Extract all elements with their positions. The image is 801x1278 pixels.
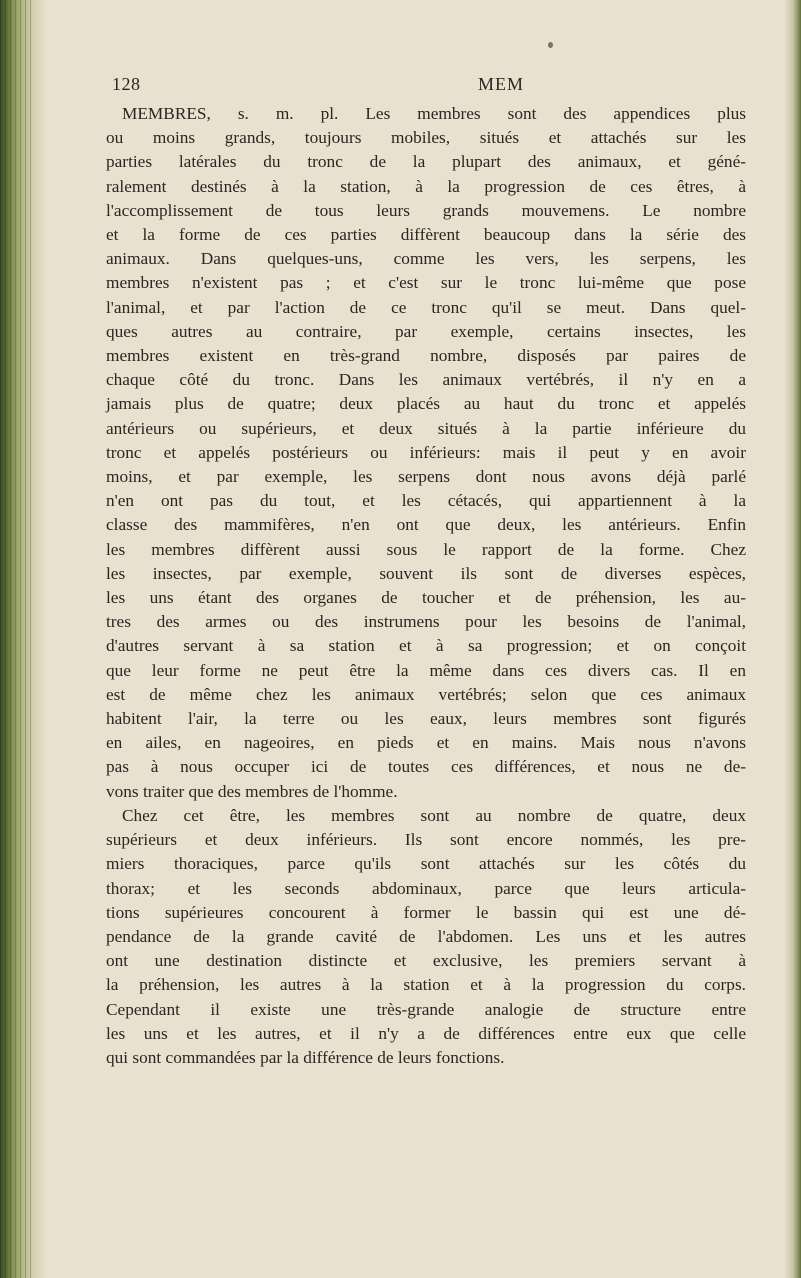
text-line: miers thoraciques, parce qu'ils sont attachés sur les côtés du xyxy=(106,854,746,874)
text-line: animaux. Dans quelques-uns, comme les vers, les serpens, les xyxy=(106,249,746,269)
text-line: les uns étant des organes de toucher et de préhension, les au- xyxy=(106,588,746,608)
text-line: habitent l'air, la terre ou les eaux, leurs membres sont figurés xyxy=(106,709,746,729)
text-line: l'animal, et par l'action de ce tronc qu'il se meut. Dans quel- xyxy=(106,297,746,317)
page-content xyxy=(106,68,746,1070)
text-line: ralement destinés à la station, à la progression de ces êtres, à xyxy=(106,176,746,196)
text-line: d'autres servant à sa station et à sa progression; et on conçoit xyxy=(106,636,746,656)
page-header xyxy=(106,68,746,102)
text-line: n'en ont pas du tout, et les cétacés, qui appartiennent à la xyxy=(106,491,746,511)
text-line: jamais plus de quatre; deux placés au haut du tronc et appelés xyxy=(106,394,746,414)
text-line: ques autres au contraire, par exemple, certains insectes, les xyxy=(106,321,746,341)
text-line: l'accomplissement de tous leurs grands mouvemens. Le nombre xyxy=(106,200,746,220)
text-line: la préhension, les autres à la station et à la progression du corps. xyxy=(106,975,746,995)
page-number: 128 xyxy=(112,74,141,94)
text-line: antérieurs ou supérieurs, et deux situés à la partie inférieure du xyxy=(106,418,746,438)
text-line: et la forme de ces parties diffèrent beaucoup dans la série des xyxy=(106,225,746,245)
text-line: est de même chez les animaux vertébrés; selon que ces animaux xyxy=(106,684,746,704)
text-line: vons traiter que des membres de l'homme. xyxy=(106,781,398,801)
page-edge xyxy=(785,0,801,1278)
running-head: MEM xyxy=(478,74,525,94)
text-line: Cependant il existe une très-grande analogie de structure entre xyxy=(106,999,746,1019)
ink-spot xyxy=(548,42,553,48)
text-line: MEMBRES, s. m. pl. Les membres sont des appendices plus xyxy=(122,104,746,123)
text-line: ou moins grands, toujours mobiles, situés et attachés sur les xyxy=(106,128,746,148)
paragraph-2 xyxy=(106,804,746,1070)
text-line: classe des mammifères, n'en ont que deux, les antérieurs. Enfin xyxy=(106,515,746,535)
text-line: les uns et les autres, et il n'y a de différences entre eux que celle xyxy=(106,1023,746,1043)
text-line: qui sont commandées par la différence de leurs fonctions. xyxy=(106,1047,505,1067)
text-line: tions supérieures concourent à former le bassin qui est une dé- xyxy=(106,902,746,922)
text-line: pendance de la grande cavité de l'abdomen. Les uns et les autres xyxy=(106,926,746,946)
text-line: parties latérales du tronc de la plupart des animaux, et géné- xyxy=(106,152,746,172)
text-line: tronc et appelés postérieurs ou inférieurs: mais il peut y en avoir xyxy=(106,442,746,462)
text-line: les membres diffèrent aussi sous le rapport de la forme. Chez xyxy=(106,539,746,559)
paragraph-1 xyxy=(106,102,746,804)
binding-texture xyxy=(0,0,34,1278)
text-line: ont une destination distincte et exclusive, les premiers servant à xyxy=(106,951,746,971)
text-line: en ailes, en nageoires, en pieds et en mains. Mais nous n'avons xyxy=(106,733,746,753)
text-line: membres n'existent pas ; et c'est sur le tronc lui-même que pose xyxy=(106,273,746,293)
text-line: que leur forme ne peut être la même dans ces divers cas. Il en xyxy=(106,660,746,680)
text-line: supérieurs et deux inférieurs. Ils sont encore nommés, les pre- xyxy=(106,830,746,850)
text-line: thorax; et les seconds abdominaux, parce que leurs articula- xyxy=(106,878,746,898)
text-line: membres existent en très-grand nombre, disposés par paires de xyxy=(106,346,746,366)
text-line: tres des armes ou des instrumens pour les besoins de l'animal, xyxy=(106,612,746,632)
text-line: moins, et par exemple, les serpens dont nous avons déjà parlé xyxy=(106,467,746,487)
text-line: Chez cet être, les membres sont au nombre de quatre, deux xyxy=(122,805,746,825)
text-line: les insectes, par exemple, souvent ils sont de diverses espèces, xyxy=(106,563,746,583)
text-line: chaque côté du tronc. Dans les animaux vertébrés, il n'y en a xyxy=(106,370,746,390)
text-line: pas à nous occuper ici de toutes ces différences, et nous ne de- xyxy=(106,757,746,777)
